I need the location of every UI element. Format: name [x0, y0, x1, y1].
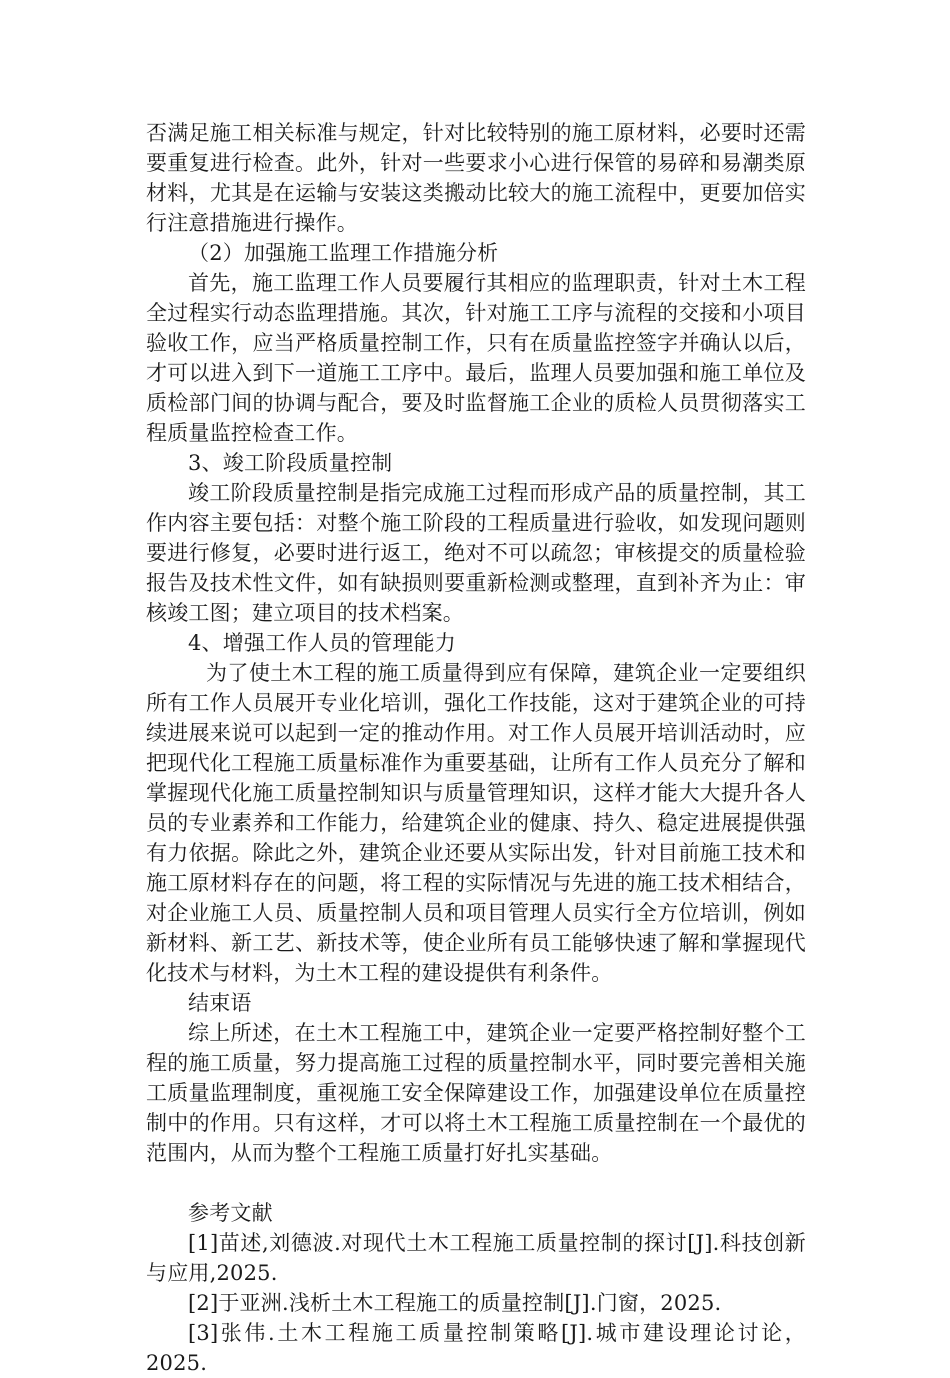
reference-item: [3]张伟.土木工程施工质量控制策略[J].城市建设理论讨论，2025.	[146, 1321, 806, 1375]
paragraph-conclusion: 综上所述，在土木工程施工中，建筑企业一定要严格控制好整个工程的施工质量，努力提高施工过程的质量控制水平，同时要完善相关施工质量监理制度，重视施工安全保障建设工作，加强建设单位在质量控制中的作用。只有这样，才可以将土木工程施工质量控制在一个最优的范围内，从而为整个工程施工质量打好扎实基础。	[146, 1021, 806, 1165]
spacer	[146, 1168, 806, 1198]
section-heading-supervision: （2）加强施工监理工作措施分析	[188, 241, 499, 265]
section-heading-staff-management: 4、增强工作人员的管理能力	[188, 631, 456, 655]
paragraph-materials-inspection: 否满足施工相关标准与规定，针对比较特别的施工原材料，必要时还需要重复进行检查。此外，针对一些要求小心进行保管的易碎和易潮类原材料，尤其是在运输与安装这类搬动比较大的施工流程中，更要加倍实行注意措施进行操作。	[146, 121, 806, 235]
paragraph-completion-stage: 竣工阶段质量控制是指完成施工过程而形成产品的质量控制，其工作内容主要包括：对整个施工阶段的工程质量进行验收，如发现问题则要进行修复，必要时进行返工，绝对不可以疏忽；审核提交的质量检验报告及技术性文件，如有缺损则要重新检测或整理，直到补齐为止：审核竣工图；建立项目的技术档案。	[146, 481, 806, 625]
reference-item: [1]苗述,刘德波.对现代土木工程施工质量控制的探讨[J].科技创新与应用,2025.	[146, 1231, 806, 1285]
paragraph-staff-management: 为了使土木工程的施工质量得到应有保障，建筑企业一定要组织所有工作人员展开专业化培训，强化工作技能，这对于建筑企业的可持续进展来说可以起到一定的推动作用。对工作人员展开培训活动时，应把现代化工程施工质量标准作为重要基础，让所有工作人员充分了解和掌握现代化施工质量控制知识与质量管理知识，这样才能大大提升各人员的专业素养和工作能力，给建筑企业的健康、持久、稳定进展提供强有力依据。除此之外，建筑企业还要从实际出发，针对目前施工技术和施工原材料存在的问题，将工程的实际情况与先进的施工技术相结合，对企业施工人员、质量控制人员和项目管理人员实行全方位培训，例如新材料、新工艺、新技术等，使企业所有员工能够快速了解和掌握现代化技术与材料，为土木工程的建设提供有利条件。	[146, 661, 806, 985]
references-heading: 参考文献	[188, 1201, 273, 1225]
paragraph-supervision: 首先，施工监理工作人员要履行其相应的监理职责，针对土木工程全过程实行动态监理措施。其次，针对施工工序与流程的交接和小项目验收工作，应当严格质量控制工作，只有在质量监控签字并确认以后，才可以进入到下一道施工工序中。最后，监理人员要加强和施工单位及质检部门间的协调与配合，要及时监督施工企业的质检人员贯彻落实工程质量监控检查工作。	[146, 271, 806, 445]
section-heading-conclusion: 结束语	[188, 991, 252, 1015]
document-body	[146, 118, 806, 1378]
section-heading-completion-stage: 3、竣工阶段质量控制	[188, 451, 393, 475]
reference-item: [2]于亚洲.浅析土木工程施工的质量控制[J].门窗，2025.	[188, 1291, 722, 1315]
